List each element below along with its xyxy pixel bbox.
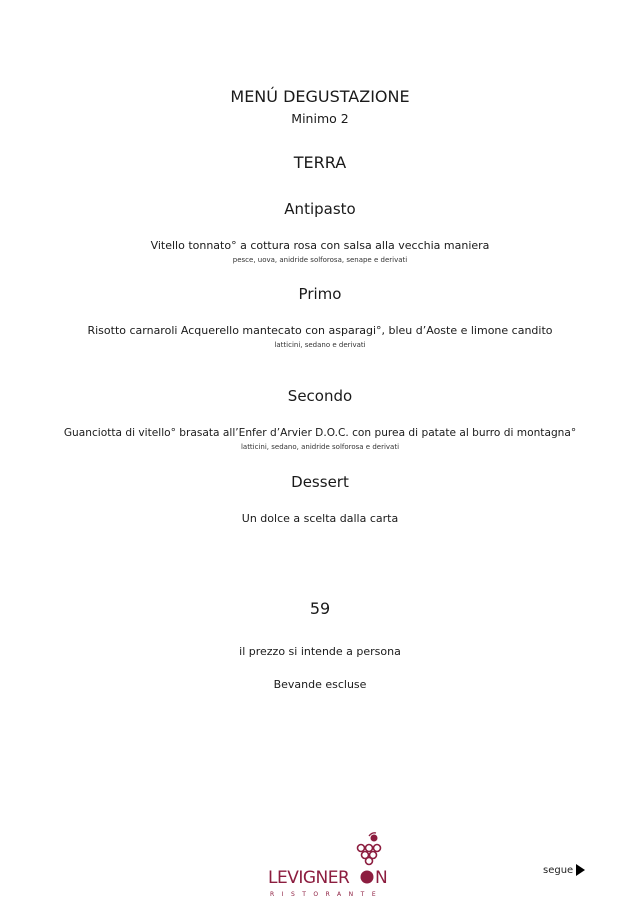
dish-antipasto: Vitello tonnato° a cottura rosa con salsa alla vecchia maniera xyxy=(150,239,490,252)
dish-secondo: Guanciotta di vitello° brasata all’Enfer d’Arvier D.O.C. con purea di patate al burro di montagna° xyxy=(63,427,577,439)
next-page-link[interactable] xyxy=(543,864,585,876)
grape-logo-icon xyxy=(268,830,408,900)
drinks-note: Bevande escluse xyxy=(273,678,367,691)
allergens-secondo: latticini, sedano, anidride solforosa e derivati xyxy=(240,443,400,451)
svg-text:N: N xyxy=(375,868,388,888)
price-note: il prezzo si intende a persona xyxy=(239,645,401,658)
play-arrow-icon xyxy=(576,864,585,876)
course-title-secondo: Secondo xyxy=(287,387,353,405)
restaurant-logo xyxy=(268,830,408,900)
course-title-primo: Primo xyxy=(298,285,342,303)
allergens-primo: latticini, sedano e derivati xyxy=(274,341,366,349)
logo-wordmark: LEVIGNER xyxy=(268,868,350,888)
menu-category: TERRA xyxy=(293,153,347,172)
next-label: segue xyxy=(543,864,574,876)
allergens-antipasto: pesce, uova, anidride solforosa, senape e derivati xyxy=(232,256,408,264)
course-title-antipasto: Antipasto xyxy=(284,200,356,218)
dish-dessert: Un dolce a scelta dalla carta xyxy=(241,512,399,525)
menu-title: MENÚ DEGUSTAZIONE xyxy=(230,87,410,106)
dish-primo: Risotto carnaroli Acquerello mantecato con asparagi°, bleu d’Aoste e limone candito xyxy=(87,324,553,337)
menu-subtitle: Minimo 2 xyxy=(291,111,349,126)
svg-text:RISTORANTE: RISTORANTE xyxy=(270,891,384,898)
menu-price: 59 xyxy=(309,599,331,618)
course-title-dessert: Dessert xyxy=(291,473,349,491)
